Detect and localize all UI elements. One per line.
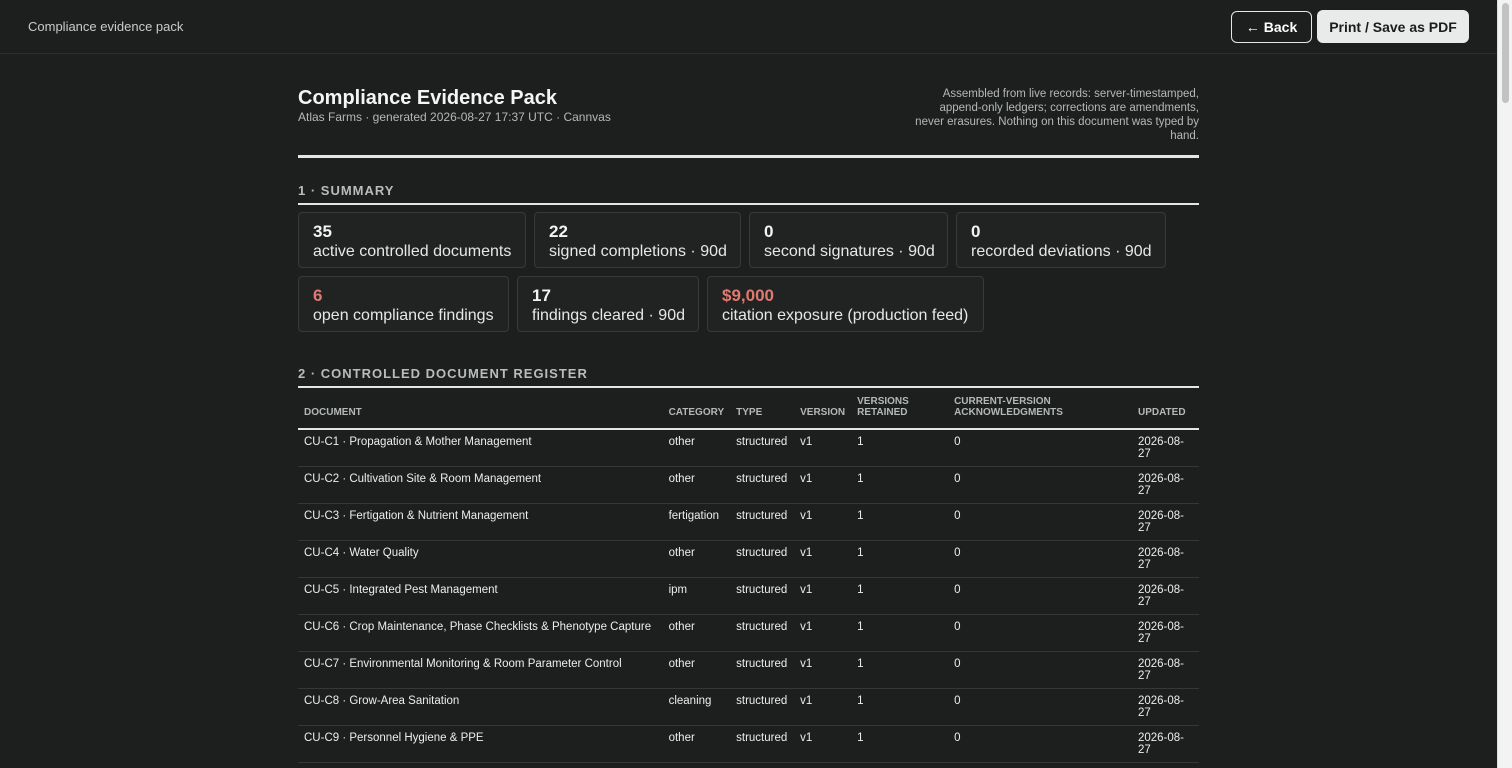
summary-card [517,276,699,332]
cell-type: structured [730,503,794,540]
column-header-document: DOCUMENT [298,396,663,429]
cell-document: CU-C2 · Cultivation Site & Room Management [298,466,663,503]
cell-acknowledgments: 0 [948,466,1132,503]
cell-version: v1 [794,466,851,503]
table-row [298,577,1199,614]
table-row [298,614,1199,651]
cell-acknowledgments: 0 [948,429,1132,466]
cell-version: v1 [794,503,851,540]
cell-acknowledgments: 0 [948,688,1132,725]
summary-card-label: recorded deviations · 90d [971,243,1152,260]
cell-document: CU-C9 · Personnel Hygiene & PPE [298,725,663,762]
summary-card [956,212,1166,268]
summary-card-citation-exposure [707,276,984,332]
cell-document: CU-C1 · Propagation & Mother Management [298,429,663,466]
cell-type: structured [730,688,794,725]
cell-type: structured [730,429,794,466]
cell-type: structured [730,725,794,762]
summary-card-value: 0 [971,222,981,241]
summary-card [298,212,526,268]
summary-card [749,212,948,268]
cell-updated: 2026-08-27 [1132,651,1199,688]
cell-category: other [663,614,731,651]
cell-version: v1 [794,688,851,725]
cell-updated: 2026-08-27 [1132,688,1199,725]
summary-cards-row-2 [298,276,984,332]
scrollbar-thumb[interactable] [1502,3,1509,103]
summary-card-label: open compliance findings [313,307,494,324]
column-header-type: TYPE [730,396,794,429]
cell-type: structured [730,540,794,577]
cell-updated: 2026-08-27 [1132,725,1199,762]
cell-version: v1 [794,725,851,762]
summary-card-value: 0 [764,222,774,241]
cell-type: structured [730,577,794,614]
page-scrollbar[interactable] [1497,0,1512,768]
cell-category: other [663,429,731,466]
summary-heading: 1 · SUMMARY [298,183,1199,205]
cell-versions-retained: 1 [851,540,948,577]
cell-type: structured [730,614,794,651]
table-row [298,651,1199,688]
cell-version: v1 [794,540,851,577]
cell-category: other [663,466,731,503]
cell-acknowledgments: 0 [948,503,1132,540]
table-row [298,466,1199,503]
cell-versions-retained: 1 [851,725,948,762]
document-register-table [298,396,1199,763]
table-row [298,429,1199,466]
cell-updated: 2026-08-27 [1132,540,1199,577]
cell-version: v1 [794,614,851,651]
cell-version: v1 [794,429,851,466]
print-save-pdf-button[interactable]: Print / Save as PDF [1317,10,1469,43]
cell-updated: 2026-08-27 [1132,466,1199,503]
cell-acknowledgments: 0 [948,725,1132,762]
cell-updated: 2026-08-27 [1132,503,1199,540]
provenance-note: Assembled from live records: server-timestamped, append-only ledgers; corrections are amendments, never erasures. Nothing on this document was typed by hand. [915,88,1199,142]
cell-document: CU-C3 · Fertigation & Nutrient Management [298,503,663,540]
back-button-label: Back [1263,19,1298,35]
table-row [298,725,1199,762]
summary-card-label: second signatures · 90d [764,243,935,260]
cell-acknowledgments: 0 [948,577,1132,614]
cell-category: ipm [663,577,731,614]
register-heading: 2 · CONTROLLED DOCUMENT REGISTER [298,366,1199,388]
cell-versions-retained: 1 [851,651,948,688]
cell-updated: 2026-08-27 [1132,577,1199,614]
summary-card-open-findings [298,276,509,332]
table-row [298,503,1199,540]
cell-document: CU-C6 · Crop Maintenance, Phase Checklists & Phenotype Capture [298,614,663,651]
summary-card-label: citation exposure (production feed) [722,307,969,324]
cell-category: fertigation [663,503,731,540]
cell-versions-retained: 1 [851,577,948,614]
arrow-left-icon: ← [1245,19,1260,35]
cell-versions-retained: 1 [851,429,948,466]
column-header-category: CATEGORY [663,396,731,429]
document-header [298,54,1199,158]
cell-category: other [663,725,731,762]
back-button[interactable] [1231,11,1312,43]
summary-card-value: 22 [549,222,568,241]
evidence-document [298,54,1199,768]
cell-updated: 2026-08-27 [1132,614,1199,651]
table-header-row [298,396,1199,429]
document-title: Compliance Evidence Pack [298,87,558,109]
column-header-versions-retained: VERSIONS RETAINED [851,396,948,429]
summary-card-value: 17 [532,286,551,305]
cell-document: CU-C8 · Grow-Area Sanitation [298,688,663,725]
cell-type: structured [730,466,794,503]
summary-card [534,212,741,268]
window-title: Compliance evidence pack [28,19,184,34]
cell-type: structured [730,651,794,688]
cell-acknowledgments: 0 [948,540,1132,577]
cell-version: v1 [794,651,851,688]
cell-document: CU-C4 · Water Quality [298,540,663,577]
document-subtitle: Atlas Farms · generated 2026-08-27 17:37 UTC · Cannvas [298,110,611,124]
summary-cards-row-1 [298,212,1166,268]
column-header-acknowledgments: CURRENT-VERSION ACKNOWLEDGMENTS [948,396,1132,429]
cell-acknowledgments: 0 [948,651,1132,688]
cell-versions-retained: 1 [851,503,948,540]
summary-card-value: 6 [313,286,323,305]
cell-versions-retained: 1 [851,688,948,725]
cell-category: cleaning [663,688,731,725]
cell-document: CU-C7 · Environmental Monitoring & Room Parameter Control [298,651,663,688]
table-row [298,688,1199,725]
top-bar [0,0,1497,54]
cell-versions-retained: 1 [851,614,948,651]
cell-acknowledgments: 0 [948,614,1132,651]
cell-version: v1 [794,577,851,614]
column-header-updated: UPDATED [1132,396,1199,429]
table-row [298,540,1199,577]
summary-card-value: 35 [313,222,332,241]
summary-card-label: findings cleared · 90d [532,307,685,324]
column-header-version: VERSION [794,396,851,429]
cell-versions-retained: 1 [851,466,948,503]
summary-card-value: $9,000 [722,286,774,305]
cell-updated: 2026-08-27 [1132,429,1199,466]
cell-category: other [663,540,731,577]
cell-category: other [663,651,731,688]
summary-card-label: signed completions · 90d [549,243,727,260]
cell-document: CU-C5 · Integrated Pest Management [298,577,663,614]
summary-card-label: active controlled documents [313,243,512,260]
register-body [298,429,1199,762]
